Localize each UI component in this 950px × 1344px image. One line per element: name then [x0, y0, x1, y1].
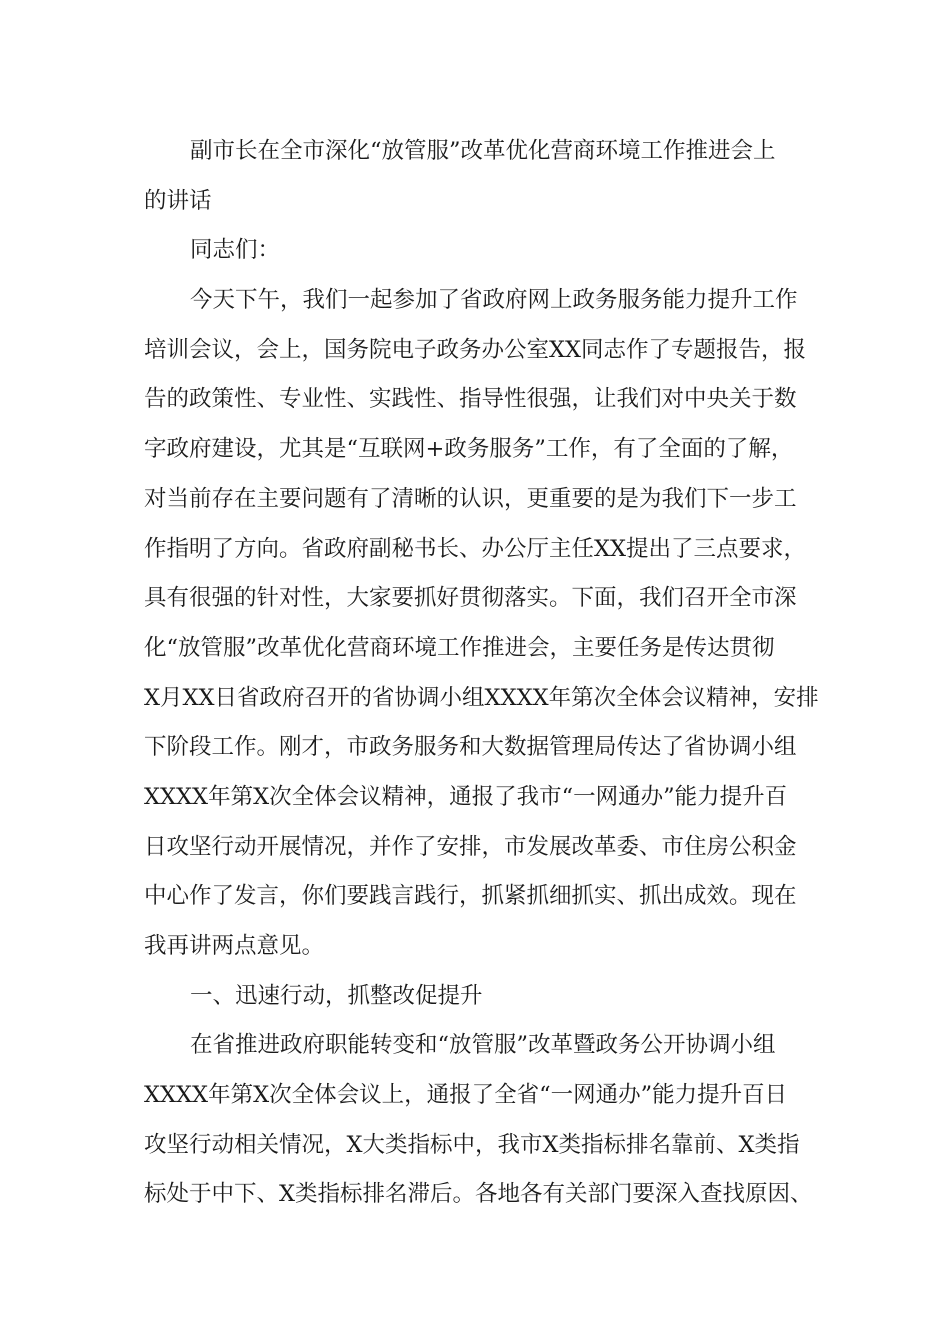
text-line: XXXX年第X次全体会议上，通报了全省“一网通办”能力提升百日 — [144, 1082, 788, 1109]
text-line: 作指明了方向。省政府副秘书长、办公厅主任XX提出了三点要求， — [144, 535, 807, 562]
text-line: 今天下午，我们一起参加了省政府网上政务服务能力提升工作 — [190, 287, 798, 314]
text-line: 具有很强的针对性，大家要抓好贯彻落实。下面，我们召开全市深 — [144, 585, 797, 612]
text-line: 副市长在全市深化“放管服”改革优化营商环境工作推进会上 — [190, 138, 776, 164]
text-line: 下阶段工作。刚才，市政务服务和大数据管理局传达了省协调小组 — [144, 734, 797, 761]
text-line: 攻坚行动相关情况，X大类指标中，我市X类指标排名靠前、X类指 — [144, 1131, 800, 1158]
text-line: 同志们： — [190, 237, 281, 264]
text-line: X月XX日省政府召开的省协调小组XXXX年第次全体会议精神，安排 — [144, 684, 819, 711]
text-line: XXXX年第X次全体会议精神，通报了我市“一网通办”能力提升百 — [144, 783, 788, 810]
text-line: 培训会议，会上，国务院电子政务办公室XX同志作了专题报告，报 — [144, 336, 807, 363]
document-body — [0, 127, 950, 1220]
text-line: 的讲话 — [144, 187, 212, 214]
text-line: 在省推进政府职能转变和“放管服”改革暨政务公开协调小组 — [190, 1032, 776, 1059]
text-line: 告的政策性、专业性、实践性、指导性很强，让我们对中央关于数 — [144, 386, 797, 413]
text-line: 我再讲两点意见。 — [144, 933, 325, 959]
text-line: 化“放管服”改革优化营商环境工作推进会，主要任务是传达贯彻 — [144, 634, 775, 661]
text-line: 对当前存在主要问题有了清晰的认识，更重要的是为我们下一步工 — [144, 485, 797, 512]
text-line: 标处于中下、X类指标排名滞后。各地各有关部门要深入查找原因、 — [144, 1181, 813, 1208]
text-line: 字政府建设，尤其是“互联网+政务服务”工作，有了全面的了解， — [144, 436, 794, 463]
text-line: 日攻坚行动开展情况，并作了安排，市发展改革委、市住房公积金 — [144, 833, 797, 860]
text-line: 中心作了发言，你们要践言践行，抓紧抓细抓实、抓出成效。现在 — [144, 883, 797, 910]
text-line: 一、迅速行动，抓整改促提升 — [190, 982, 483, 1009]
